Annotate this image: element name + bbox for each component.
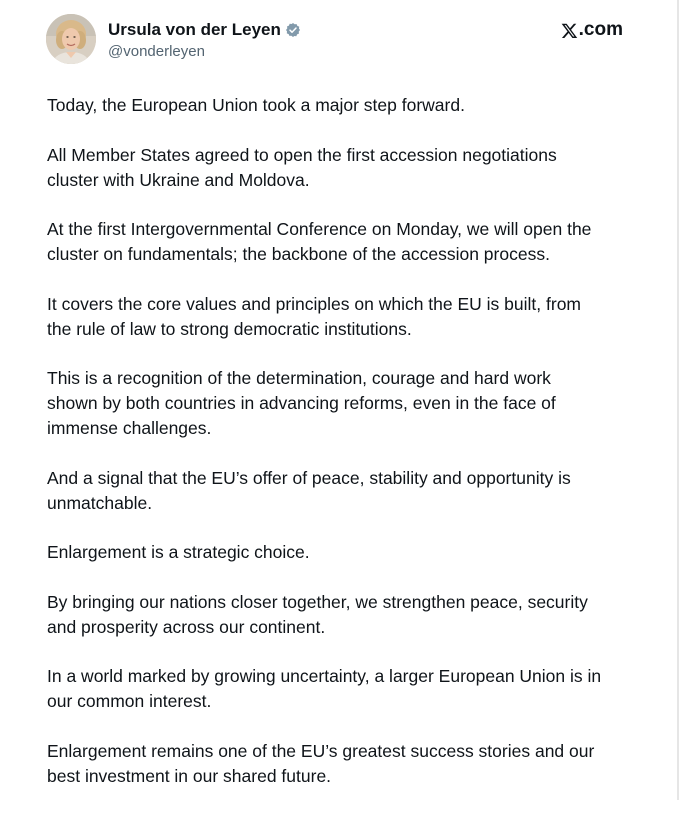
post-line: best investment in our shared future. — [47, 765, 332, 786]
post-line: and prosperity across our continent. — [47, 616, 326, 637]
post-paragraph — [47, 664, 647, 714]
post-header — [46, 14, 636, 66]
post-paragraph — [47, 143, 647, 193]
post-line: shown by both countries in advancing reforms, even in the face of — [47, 393, 556, 413]
post-paragraph — [47, 366, 647, 441]
post-body — [47, 93, 647, 813]
post-line: Enlargement is a strategic choice. — [47, 542, 310, 562]
post-line: unmatchable. — [47, 492, 153, 513]
post-paragraph — [47, 590, 647, 640]
post-line: This is a recognition of the determination, courage and hard work — [47, 368, 551, 388]
brand-domain: .com — [578, 19, 623, 40]
post-line: Enlargement remains one of the EU’s greatest success stories and our — [47, 740, 595, 761]
post-paragraph — [47, 292, 647, 342]
name-row — [108, 19, 301, 41]
author-handle[interactable]: @vonderleyen — [108, 43, 205, 60]
post-paragraph — [47, 540, 647, 565]
verified-badge-icon — [285, 22, 301, 38]
post-line: At the first Intergovernmental Conference on Monday, we will open the — [47, 219, 592, 239]
post-paragraph — [47, 739, 647, 789]
post-line: And a signal that the EU’s offer of peace, stability and opportunity is — [47, 467, 571, 488]
post-paragraph — [47, 217, 647, 267]
post-line: cluster with Ukraine and Moldova. — [47, 169, 310, 190]
post-line: Today, the European Union took a major step forward. — [47, 95, 465, 115]
author-info — [108, 19, 301, 62]
post-line: cluster on fundamentals; the backbone of the accession process. — [47, 244, 550, 264]
x-logo-icon — [561, 22, 578, 39]
post-line: It covers the core values and principles on which the EU is built, from — [47, 293, 581, 314]
post-paragraph — [47, 93, 647, 118]
post-line: the rule of law to strong democratic institutions. — [47, 318, 412, 339]
brand-label — [561, 19, 623, 41]
post-line: By bringing our nations closer together, we strengthen peace, security — [47, 591, 588, 612]
profile-photo-icon — [46, 14, 96, 64]
post-line: our common interest. — [47, 691, 212, 711]
post-paragraph — [47, 466, 647, 516]
avatar[interactable] — [46, 14, 96, 64]
display-name[interactable]: Ursula von der Leyen — [108, 20, 281, 39]
post-line: In a world marked by growing uncertainty, a larger European Union is in — [47, 666, 602, 686]
post-line: immense challenges. — [47, 418, 212, 438]
post-line: All Member States agreed to open the first accession negotiations — [47, 144, 557, 165]
